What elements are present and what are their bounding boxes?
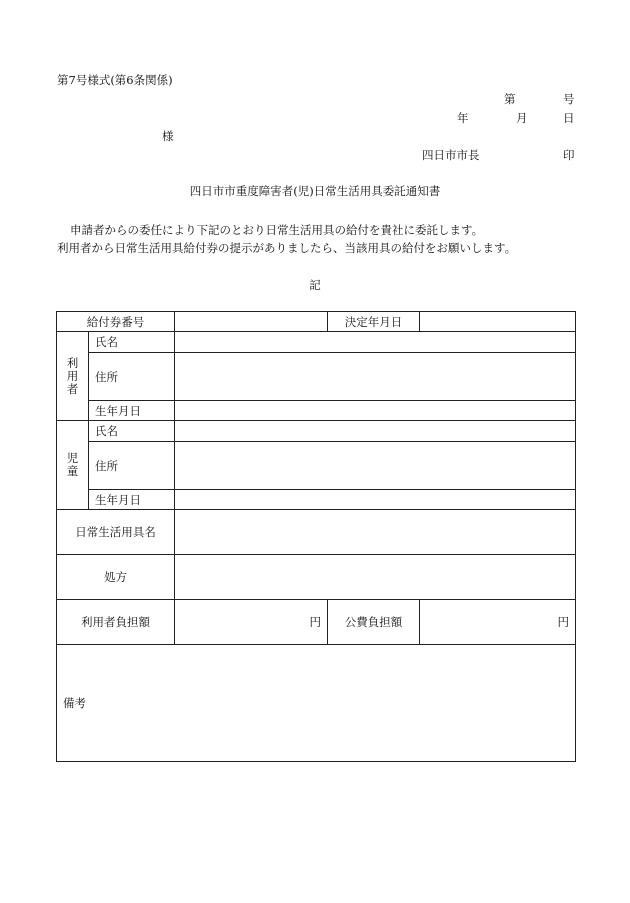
ticket-number-label: 給付券番号 [57,312,175,332]
date-day-label: 日 [563,111,575,125]
body-line-2: 利用者から日常生活用具給付券の提示がありましたら、当該用具の給付をお願いします。 [57,241,517,255]
item-name-label: 日常生活用具名 [57,510,175,555]
yen-unit: 円 [557,615,569,629]
decision-date-label: 決定年月日 [328,312,420,332]
user-birthdate-label: 生年月日 [89,401,175,421]
seal-mark: 印 [563,148,575,162]
issuer-name: 四日市市長 [422,148,480,162]
document-title: 四日市市重度障害者(児)日常生活用具委託通知書 [189,184,441,198]
prescription-field[interactable] [175,555,576,600]
item-name-field[interactable] [175,510,576,555]
commission-form-table [56,311,576,762]
child-name-field[interactable] [175,421,576,442]
date-month-label: 月 [516,111,528,125]
child-birthdate-field[interactable] [175,490,576,510]
prescription-label: 処方 [57,555,175,600]
addressee-suffix: 様 [162,129,174,143]
ticket-number-field[interactable] [175,312,328,332]
user-birthdate-field[interactable] [175,401,576,421]
public-burden-label: 公費負担額 [328,600,420,645]
user-address-label: 住所 [89,353,175,401]
user-burden-field[interactable] [175,600,328,645]
decision-date-field[interactable] [420,312,576,332]
document-number-suffix: 号 [563,92,575,106]
body-line-1: 申請者からの委任により下記のとおり日常生活用具の給付を貴社に委託します。 [70,223,484,237]
remarks-field[interactable] [57,645,576,762]
public-burden-field[interactable] [420,600,576,645]
ki-heading: 記 [309,278,321,292]
form-number: 第7号様式(第6条関係) [57,73,173,87]
child-address-field[interactable] [175,442,576,490]
remarks-label: 備考 [63,696,86,710]
yen-unit: 円 [309,615,321,629]
user-name-field[interactable] [175,332,576,353]
document-number-prefix: 第 [504,92,516,106]
user-group-label: 利 用 者 [57,332,89,421]
child-birthdate-label: 生年月日 [89,490,175,510]
child-group-label: 児 童 [57,421,89,510]
date-year-label: 年 [457,111,469,125]
child-name-label: 氏名 [89,421,175,442]
child-address-label: 住所 [89,442,175,490]
user-burden-label: 利用者負担額 [57,600,175,645]
user-address-field[interactable] [175,353,576,401]
user-name-label: 氏名 [89,332,175,353]
